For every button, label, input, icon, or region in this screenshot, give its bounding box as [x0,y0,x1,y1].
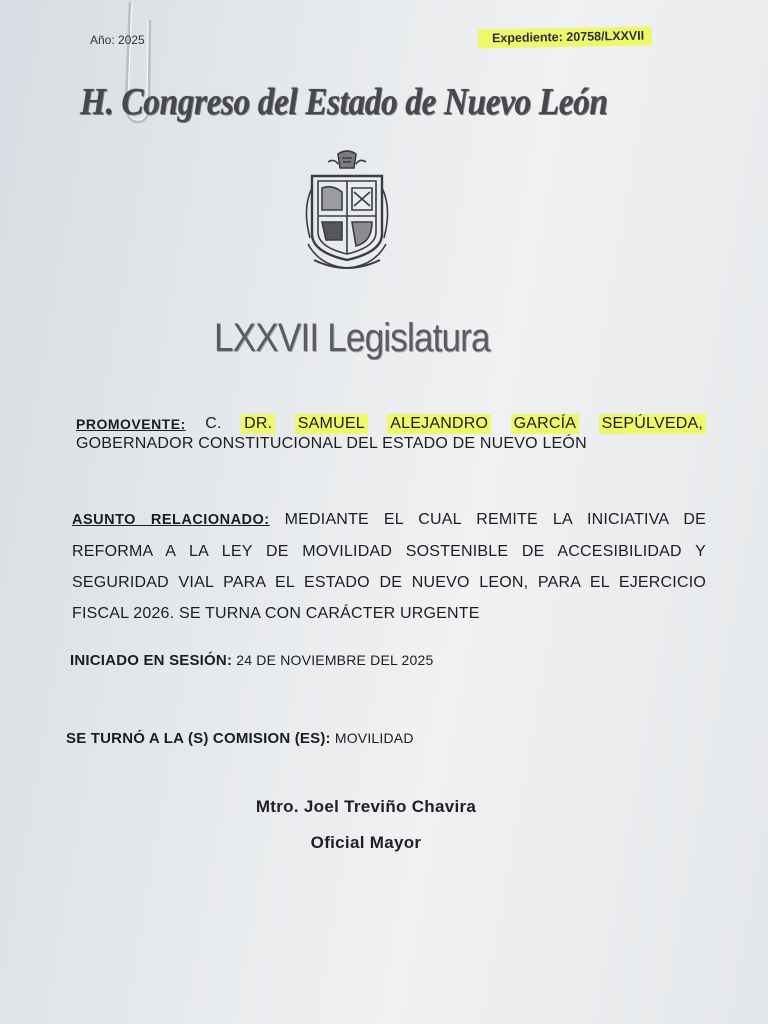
signatory-name: Mtro. Joel Treviño Chavira [255,797,477,816]
congress-title: H. Congreso del Estado de Nuevo León [80,81,608,123]
asunto-section [72,504,706,629]
asunto-label: ASUNTO RELACIONADO: [72,512,270,528]
turno-commission: MOVILIDAD [334,730,414,746]
promovente-name-word: ALEJANDRO [387,414,491,434]
promovente-label: PROMOVENTE: [76,416,186,432]
signatory-title: Oficial Mayor [310,833,422,852]
asunto-text: MEDIANTE EL CUAL REMITE LA INICIATIVA DE REFORMA A LA LEY DE MOVILIDAD SOSTENIBLE DE ACCESIBILIDAD Y SEGURIDAD VIAL PARA EL ESTADO DE NUEVO LEON, PARA EL EJERCICIO FISCAL 2026. SE TURNA CON CARÁCTER URGENTE [72,511,706,622]
promovente-prefix: C. [205,415,222,432]
turno-label: SE TURNÓ A LA (S) COMISION (ES): [66,730,331,747]
iniciado-label: INICIADO EN SESIÓN: [70,652,233,669]
state-coat-of-arms-icon [298,148,396,276]
promovente-section [76,414,706,454]
promovente-name-word: GARCÍA [511,414,580,434]
legislatura-title: LXXVII Legislatura [214,316,490,360]
turno-section [66,727,414,750]
promovente-name-word: SAMUEL [295,414,368,434]
promovente-name-word: DR. [241,414,275,434]
promovente-name-word: SEPÚLVEDA, [599,414,706,434]
expediente-number: Expediente: 20758/LXXVII [478,26,652,48]
year-label: Año: 2025 [90,33,145,47]
promovente-role: GOBERNADOR CONSTITUCIONAL DEL ESTADO DE NUEVO LEÓN [76,435,587,452]
iniciado-section [70,649,434,672]
iniciado-date: 24 DE NOVIEMBRE DEL 2025 [236,652,434,668]
